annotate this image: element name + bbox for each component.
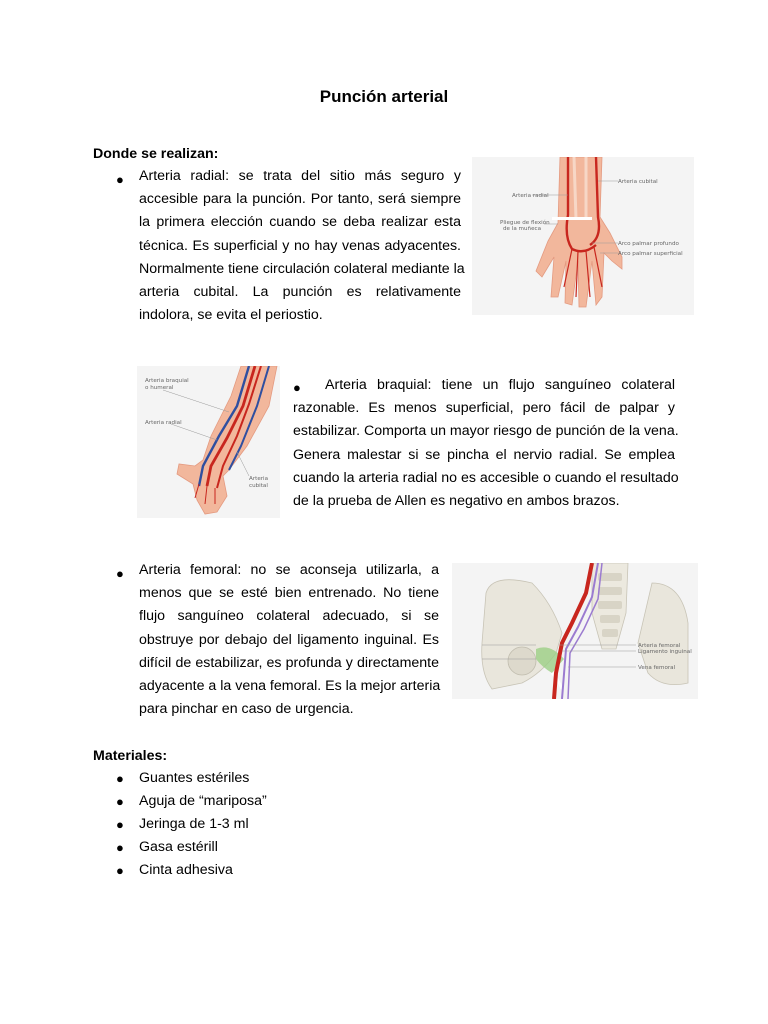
bullet-icon: ● bbox=[116, 172, 124, 187]
bullet-icon: ● bbox=[293, 380, 301, 395]
label-arteria-cubital: Arteria bbox=[249, 476, 269, 482]
label-arteria-cubital: Arteria cubital bbox=[618, 179, 658, 185]
label-ligamento-inguinal: Ligamento inguinal bbox=[638, 649, 692, 655]
paragraph-line: razonable. Es menos superficial, pero fácil de palpar y bbox=[293, 400, 675, 417]
paragraph-line: Genera malestar si se pincha el nervio radial. Se emplea bbox=[293, 446, 675, 463]
bullet-icon: ● bbox=[116, 566, 124, 581]
list-item: Aguja de “mariposa” bbox=[139, 793, 267, 809]
paragraph-line: accesible para la punción. Por tanto, será siempre bbox=[139, 191, 461, 208]
femoral-paragraph bbox=[139, 559, 439, 721]
paragraph-line: para pinchar en caso de urgencia. bbox=[139, 701, 354, 718]
paragraph-line: Normalmente tiene circulación colateral mediante la bbox=[139, 260, 465, 277]
list-item: Gasa estérill bbox=[139, 839, 218, 855]
list-item: Jeringa de 1-3 ml bbox=[139, 816, 249, 832]
paragraph-line: difícil de estabilizar, es profunda y directamente bbox=[139, 654, 439, 671]
brachial-paragraph bbox=[293, 374, 679, 513]
section-heading-materials: Materiales: bbox=[93, 748, 168, 764]
label-vena-femoral: Vena femoral bbox=[638, 665, 676, 671]
bullet-icon: ● bbox=[116, 771, 124, 786]
paragraph-line: flujo sanguíneo colateral adecuado, si se bbox=[139, 608, 439, 625]
label-pliegue-flexion-2: de la muñeca bbox=[503, 226, 542, 232]
radial-paragraph bbox=[139, 165, 465, 327]
paragraph-line: de la prueba de Allen es negativo en ambos brazos. bbox=[293, 493, 620, 510]
paragraph-line: Arteria braquial: tiene un flujo sanguíneo colateral bbox=[325, 377, 675, 393]
paragraph-line: la primera elección cuando se deba realizar esta bbox=[139, 214, 461, 231]
paragraph-line: cuando la arteria radial no es accesible o cuando el resultado bbox=[293, 469, 679, 486]
label-arteria-radial: Arteria radial bbox=[145, 420, 182, 426]
paragraph-line: adyacente a la vena femoral. Es la mejor arteria bbox=[139, 678, 441, 695]
label-pliegue-flexion: Pliegue de flexión bbox=[500, 220, 550, 226]
label-arteria-cubital-2: cubital bbox=[249, 483, 268, 489]
bullet-icon: ● bbox=[116, 840, 124, 855]
page-title: Punción arterial bbox=[319, 87, 449, 106]
radial-artery-figure bbox=[472, 157, 694, 315]
bullet-icon: ● bbox=[116, 817, 124, 832]
paragraph-line: técnica. Es superficial y no hay venas adyacentes. bbox=[139, 237, 461, 254]
list-item: Guantes estériles bbox=[139, 770, 250, 786]
label-arteria-radial: Arteria radial bbox=[512, 193, 549, 199]
brachial-artery-figure bbox=[137, 366, 280, 518]
paragraph-line: menos que se esté bien entrenado. No tiene bbox=[139, 585, 439, 602]
paragraph-line: obstruye por debajo del ligamento inguinal. Es bbox=[139, 631, 439, 648]
paragraph-line: Arteria radial: se trata del sitio más seguro y bbox=[139, 168, 461, 184]
label-arteria-braquial-2: o humeral bbox=[145, 385, 174, 391]
label-arco-profundo: Arco palmar profundo bbox=[618, 241, 679, 247]
list-item: Cinta adhesiva bbox=[139, 862, 233, 878]
paragraph-line: estabilizar. Comporta un mayor riesgo de punción de la vena. bbox=[293, 423, 679, 440]
label-arco-superficial: Arco palmar superficial bbox=[618, 251, 683, 257]
paragraph-line: Arteria femoral: no se aconseja utilizarla, a bbox=[139, 562, 439, 578]
femoral-artery-figure bbox=[452, 563, 698, 699]
paragraph-line: indolora, se evita el periostio. bbox=[139, 307, 323, 324]
label-arteria-braquial: Arteria braquial bbox=[145, 378, 189, 384]
bullet-icon: ● bbox=[116, 794, 124, 809]
paragraph-line: arteria cubital. La punción es relativamente bbox=[139, 284, 461, 301]
section-heading-sites: Donde se realizan: bbox=[93, 146, 219, 162]
label-arteria-femoral: Arteria femoral bbox=[638, 643, 681, 649]
bullet-icon: ● bbox=[116, 863, 124, 878]
